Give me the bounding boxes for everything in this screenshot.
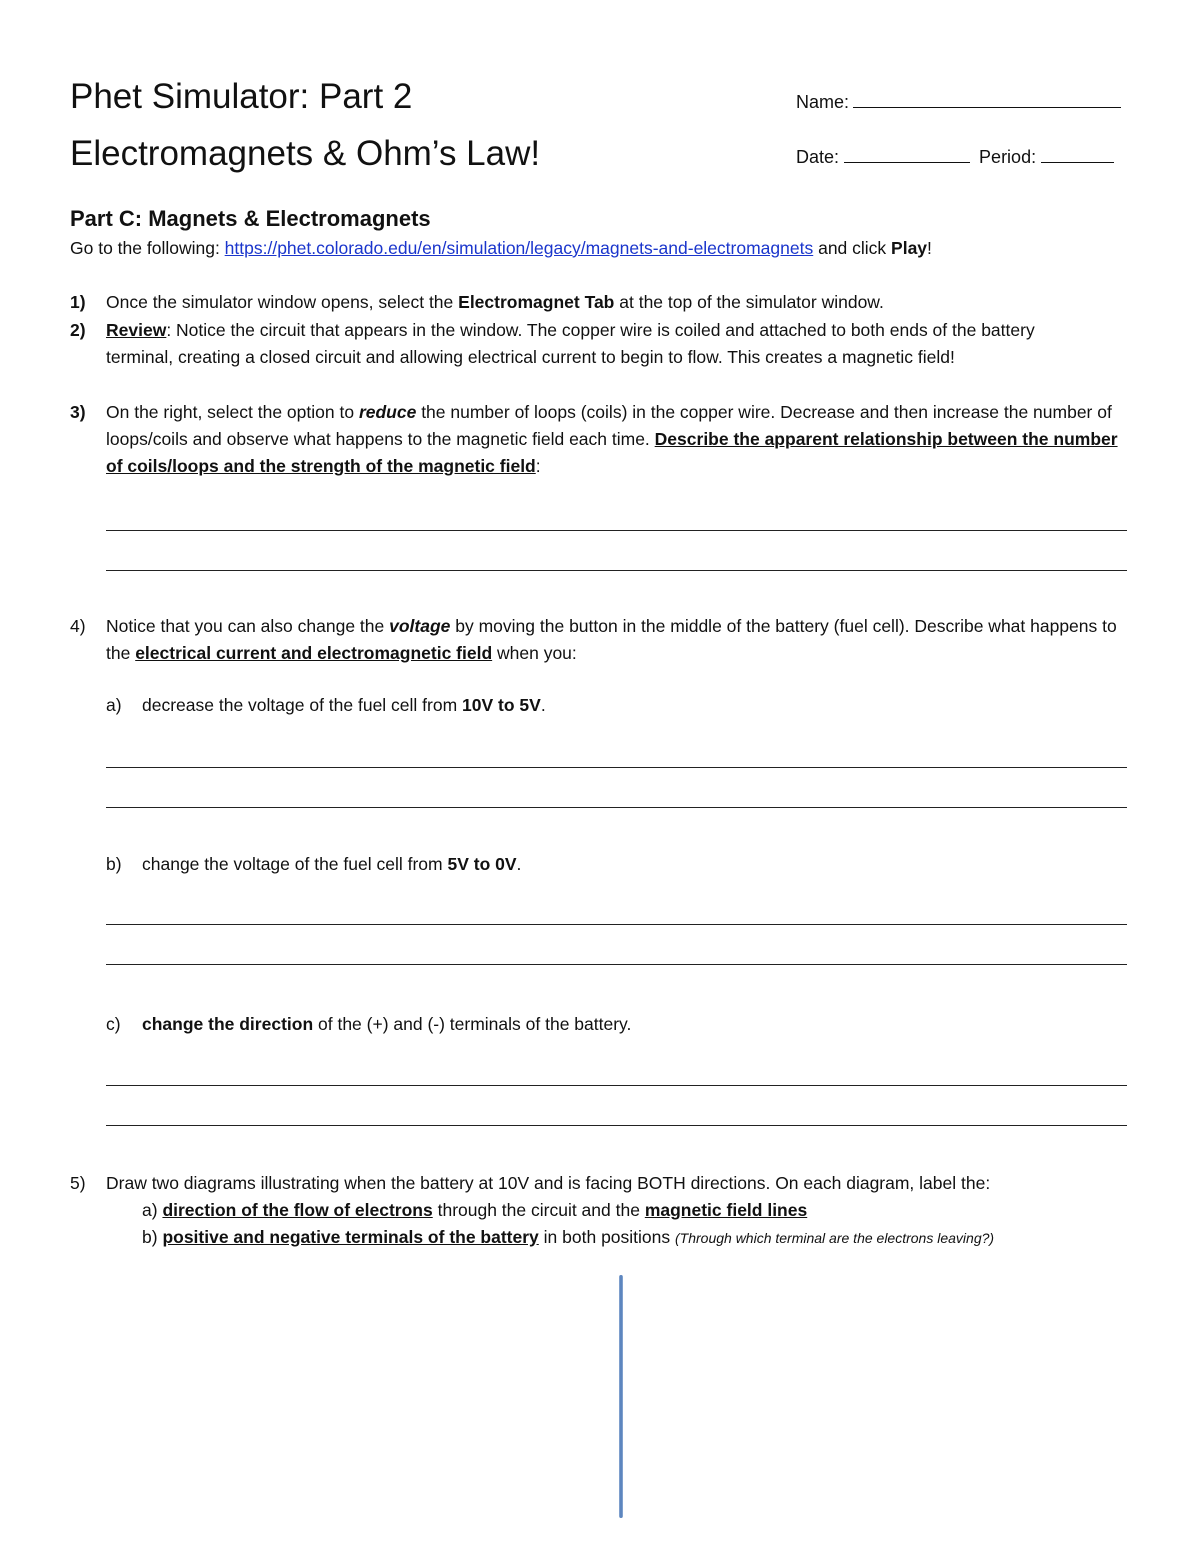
q5-text: Draw two diagrams illustrating when the battery at 10V and is facing BOTH directions. On each diagram, label the: [106, 1173, 991, 1193]
q4c-body: of the (+) and (-) terminals of the battery. [313, 1014, 632, 1034]
answer-line[interactable] [106, 1085, 1127, 1086]
q4-prompt: electrical current and electromagnetic field [135, 643, 493, 663]
q1-number: 1) [70, 292, 86, 312]
q4a-body: decrease the voltage of the fuel cell from [142, 695, 463, 715]
q4a-bold: 10V to 5V [462, 695, 541, 715]
q4-number: 4) [70, 616, 86, 636]
q4-text [106, 613, 1126, 667]
q2-body: : Notice the circuit that appears in the window. The copper wire is coiled and attached to both ends of the battery terminal, creating a closed circuit and allowing electrical current to begin to flow. This creates a magnetic field! [106, 320, 1035, 367]
q4c-label: c) [106, 1014, 121, 1034]
q5a-label: a) [142, 1200, 163, 1220]
answer-line[interactable] [106, 924, 1127, 925]
q2-label: Review [106, 320, 167, 340]
worksheet-title-line1: Phet Simulator: Part 2 [70, 77, 413, 116]
q4b-text [142, 851, 521, 878]
q3-prompt: Describe the apparent relationship between the number of coils/loops and the strength of the magnetic field [106, 429, 1118, 476]
answer-line[interactable] [106, 767, 1127, 768]
q3-number: 3) [70, 402, 86, 422]
q2-number: 2) [70, 320, 86, 340]
date-label: Date: [796, 147, 840, 167]
q5b-note: (Through which terminal are the electrons leaving?) [675, 1230, 995, 1246]
q1-text-b: at the top of the simulator window. [614, 292, 884, 312]
q1-text [106, 289, 1136, 316]
intro-line [70, 235, 1140, 262]
play-word: Play [891, 238, 928, 258]
q4a-end: . [540, 695, 546, 715]
q4-text-b: by moving the button in the middle of the battery (fuel cell). Describe what happens to the [106, 616, 1117, 663]
worksheet-title-line2: Electromagnets & Ohm’s Law! [70, 134, 541, 173]
date-blank[interactable] [844, 146, 970, 163]
intro-end: ! [927, 238, 932, 258]
answer-line[interactable] [106, 570, 1127, 571]
q5a-underline-2: magnetic field lines [644, 1200, 808, 1220]
q4a-text [142, 692, 546, 719]
q4b-label: b) [106, 854, 122, 874]
name-label: Name: [796, 92, 850, 112]
q5b-mid: in both positions [538, 1227, 675, 1247]
q3-text [106, 399, 1136, 480]
q3-text-a: On the right, select the option to [106, 402, 359, 422]
intro-suffix: and click [813, 238, 892, 258]
q4-text-c: when you: [492, 643, 577, 663]
q5-number: 5) [70, 1173, 86, 1193]
q3-emph: reduce [358, 402, 417, 422]
name-blank[interactable] [853, 91, 1121, 108]
answer-line[interactable] [106, 530, 1127, 531]
q5b-line [142, 1224, 994, 1252]
q1-bold: Electromagnet Tab [458, 292, 615, 312]
q5a-underline-1: direction of the flow of electrons [162, 1200, 433, 1220]
q3-end: : [535, 456, 541, 476]
period-label: Period: [979, 147, 1037, 167]
q4c-text [142, 1011, 631, 1038]
q4b-end: . [516, 854, 522, 874]
q1-text-a: Once the simulator window opens, select the [106, 292, 459, 312]
diagram-divider [619, 1275, 623, 1518]
answer-line[interactable] [106, 964, 1127, 965]
q4b-body: change the voltage of the fuel cell from [142, 854, 448, 874]
simulation-link[interactable]: https://phet.colorado.edu/en/simulation/legacy/magnets-and-electromagnets [224, 238, 814, 258]
q2-text [106, 317, 1106, 371]
q5a-mid: through the circuit and the [432, 1200, 645, 1220]
q4-emph: voltage [389, 616, 451, 636]
section-heading: Part C: Magnets & Electromagnets [70, 206, 431, 231]
answer-line[interactable] [106, 807, 1127, 808]
date-period-field [796, 146, 1114, 168]
q3-text-b: the number of loops (coils) in the copper wire. Decrease and then increase the number of loops/coils and observe what happens to the magnetic field each time. [106, 402, 1112, 449]
name-field[interactable] [796, 91, 1121, 113]
answer-line[interactable] [106, 1125, 1127, 1126]
q5b-label: b) [142, 1227, 163, 1247]
period-blank[interactable] [1041, 146, 1114, 163]
q4c-bold: change the direction [142, 1014, 314, 1034]
intro-prefix: Go to the following: [70, 238, 225, 258]
q4-text-a: Notice that you can also change the [106, 616, 390, 636]
q5b-underline: positive and negative terminals of the battery [162, 1227, 539, 1247]
q4a-label: a) [106, 695, 122, 715]
q5a-line [142, 1197, 807, 1224]
q4b-bold: 5V to 0V [447, 854, 517, 874]
